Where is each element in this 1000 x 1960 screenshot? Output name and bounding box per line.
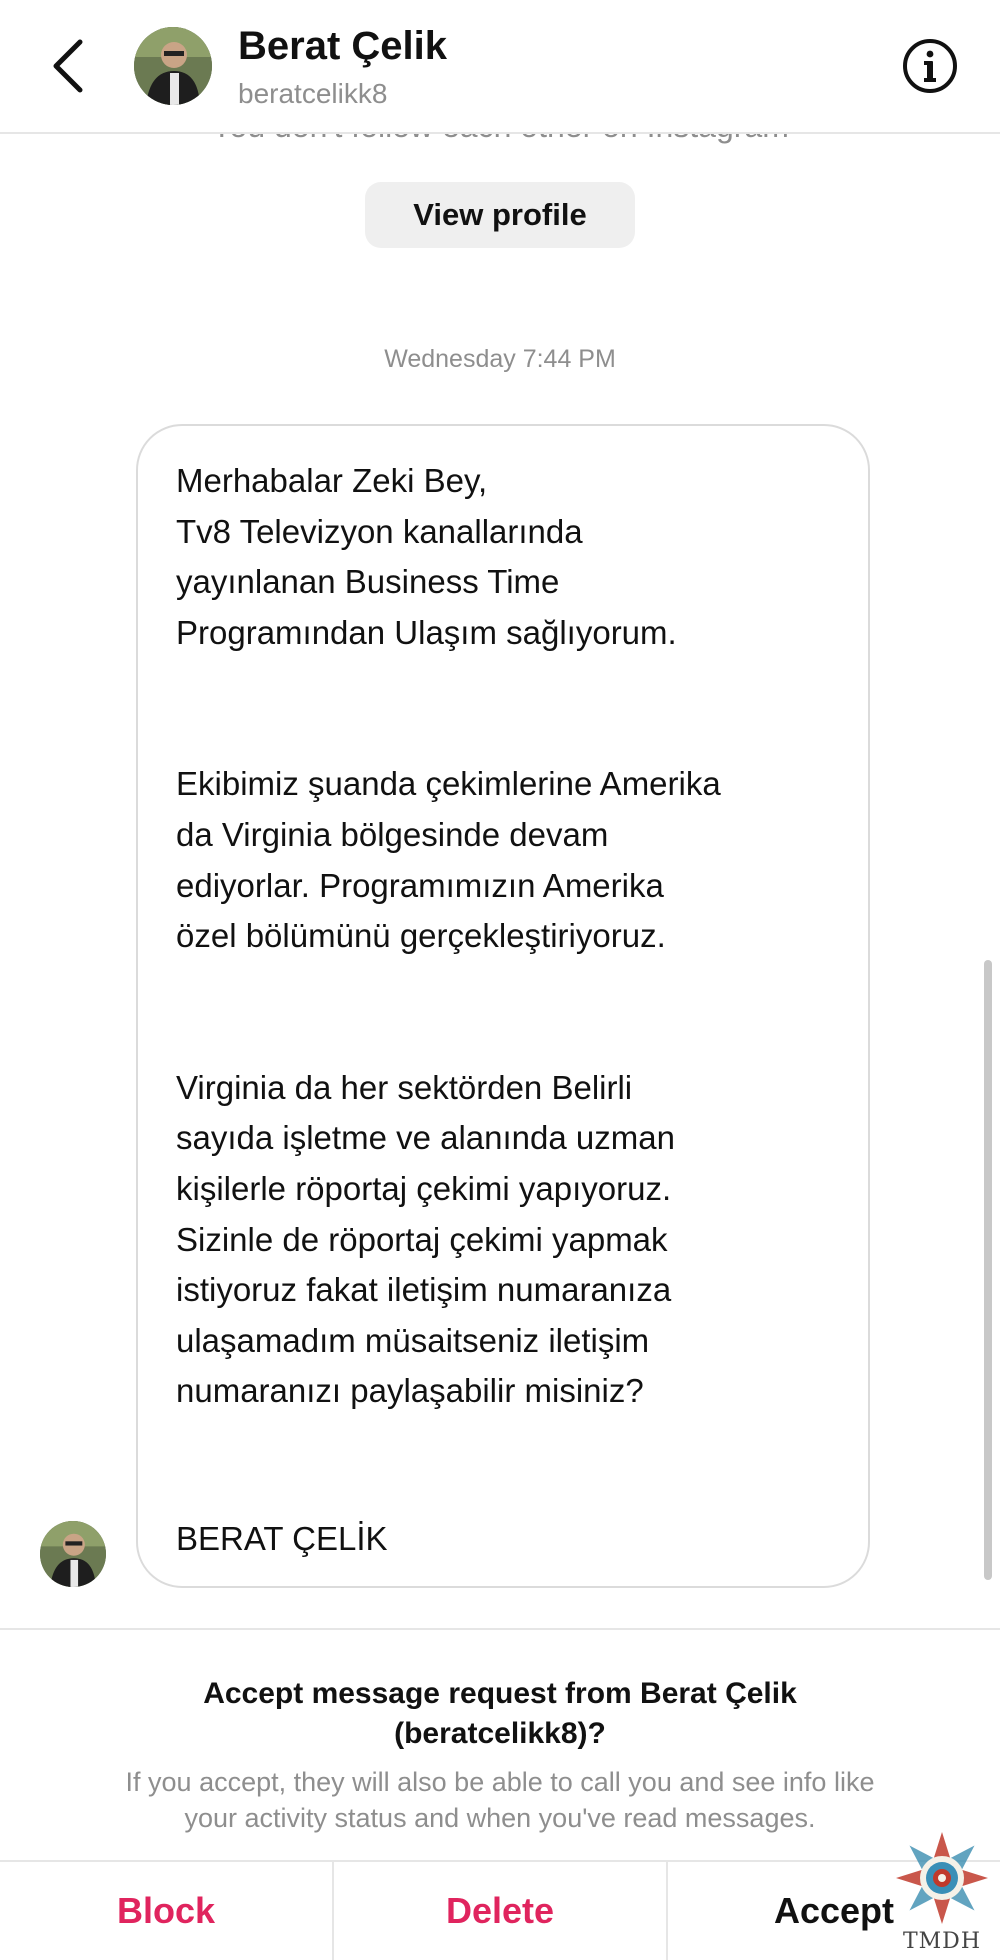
message-bubble[interactable] <box>136 424 870 1588</box>
info-button[interactable] <box>900 36 960 96</box>
back-button[interactable] <box>40 34 96 98</box>
message-request-panel <box>0 1628 1000 1860</box>
watermark-text: TMDH <box>902 1929 982 1954</box>
request-title <box>0 1674 1000 1754</box>
request-title-line: (beratcelikk8)? <box>394 1717 606 1750</box>
request-description <box>0 1764 1000 1836</box>
header-username: beratcelikk8 <box>238 78 388 109</box>
message-paragraph: Virginia da her sektörden Belirli sayıda işletme ve alanında uzman kişilerle röportaj çekimi yapıyoruz. Sizinle de röportaj çekimi yapmak istiyoruz fakat iletişim numaranıza ulaşamadım müsaitseniz iletişim numaranızı paylaşabilir misiniz? <box>176 1068 675 1410</box>
message-timestamp: Wednesday 7:44 PM <box>384 345 616 373</box>
watermark-logo <box>892 1828 992 1954</box>
message-paragraph: Merhabalar Zeki Bey, Tv8 Televizyon kanallarında yayınlanan Business Time Programından Ulaşım sağlıyorum. <box>176 462 677 651</box>
request-description-line: If you accept, they will also be able to call you and see info like <box>125 1767 875 1797</box>
chevron-left-icon <box>50 38 86 94</box>
avatar-photo <box>134 27 212 105</box>
message-signature: BERAT ÇELİK <box>176 1520 388 1557</box>
ornament-icon <box>892 1828 992 1928</box>
accept-button[interactable]: Accept <box>773 1890 895 1931</box>
info-icon <box>902 38 958 94</box>
message-paragraph: Ekibimiz şuanda çekimlerine Amerika da Virginia bölgesinde devam ediyorlar. Programımızın Amerika özel bölümünü gerçekleştiriyoruz. <box>176 765 721 955</box>
sender-avatar[interactable] <box>40 1521 106 1587</box>
conversation-header <box>0 0 1000 134</box>
block-button[interactable]: Block <box>0 1862 334 1960</box>
scrollbar[interactable] <box>984 960 992 1580</box>
request-title-line: Accept message request from Berat Çelik <box>203 1677 797 1710</box>
delete-button[interactable]: Delete <box>334 1862 668 1960</box>
view-profile-button[interactable]: View profile <box>365 182 635 248</box>
header-name[interactable]: Berat Çelik <box>238 24 447 68</box>
request-action-bar <box>0 1860 1000 1960</box>
request-description-line: your activity status and when you've read messages. <box>184 1803 816 1833</box>
avatar[interactable] <box>134 27 212 105</box>
avatar-photo <box>40 1521 106 1587</box>
